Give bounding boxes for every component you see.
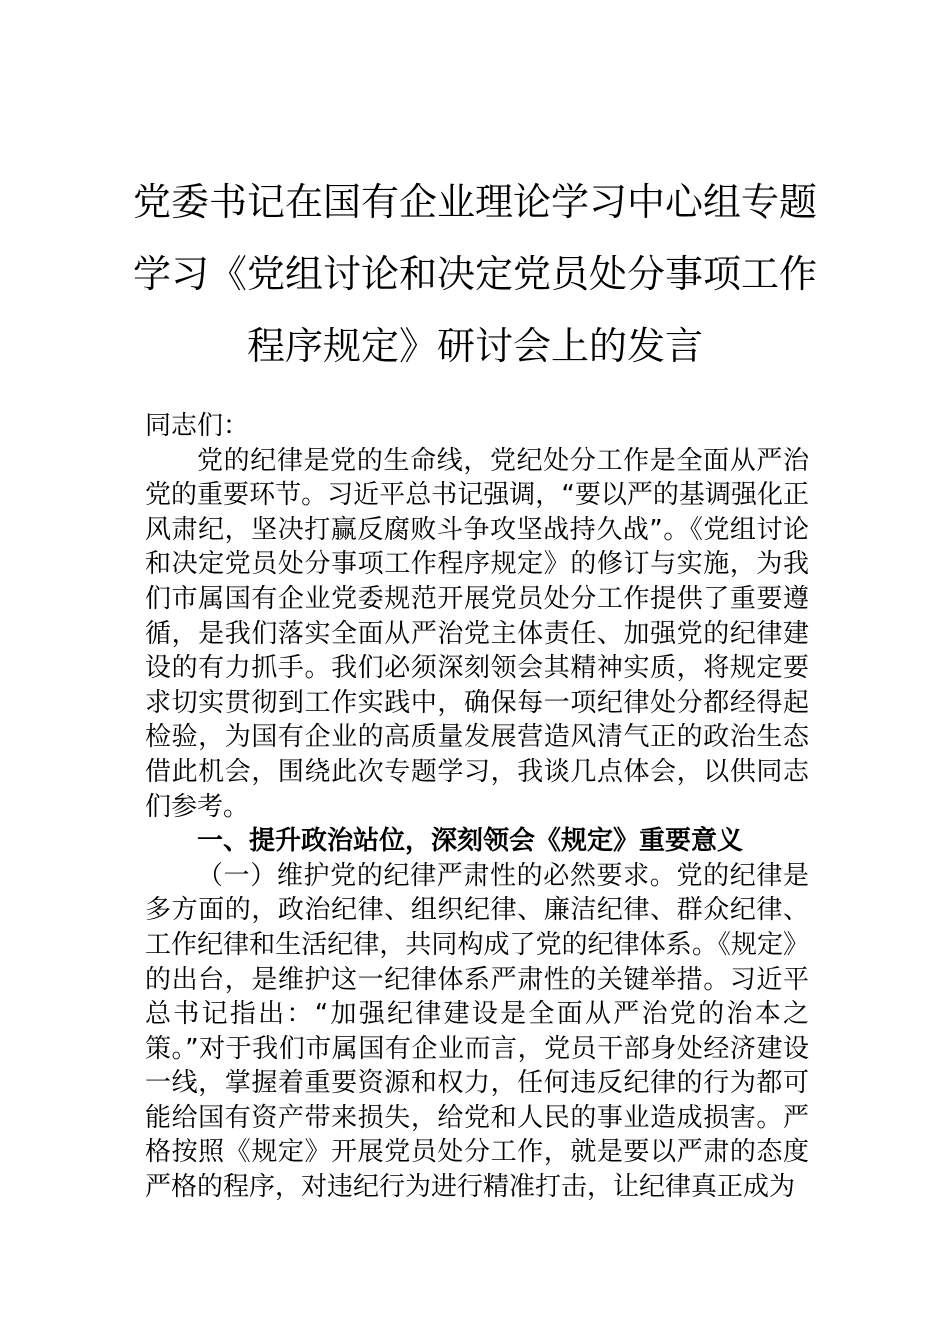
title-line-3: 程序规定》研讨会上的发言 [246, 324, 703, 368]
salutation: 同志们： [145, 411, 250, 441]
paragraph-subsection-1: （一）维护党的纪律严肃性的必然要求。党的纪律是多方面的，政治纪律、组织纪律、廉洁纪律、群众纪律、工作纪律和生活纪律，共同构成了党的纪律体系。《规定》的出台，是维护这一纪律体系严肃性的关键举措。习近平总书记指出：“加强纪律建设是全面从严治党的治本之策。”对于我们市属国有企业而言，党员干部身处经济建设一线，掌握着重要资源和权力，任何违反纪律的行为都可能给国有资产带来损失，给党和人民的事业造成损害。严格按照《规定》开展党员处分工作，就是要以严肃的态度严格的程序，对违纪行为进行精准打击，让纪律真正成为 [145, 860, 809, 1203]
section-heading-1: 一、提升政治站位，深刻领会《规定》重要意义 [197, 826, 744, 857]
title-line-1: 党委书记在国有企业理论学习中心组专题 [132, 180, 817, 224]
paragraph-intro: 党的纪律是党的生命线，党纪处分工作是全面从严治党的重要环节。习近平总书记强调，“要以严的基调强化正风肃纪，坚决打赢反腐败斗争攻坚战持久战”。《党组讨论和决定党员处分事项工作程序规定》的修订与实施，为我们市属国有企业党委规范开展党员处分工作提供了重要遵循，是我们落实全面从严治党主体责任、加强党的纪律建设的有力抓手。我们必须深刻领会其精神实质，将规定要求切实贯彻到工作实践中，确保每一项纪律处分都经得起检验，为国有企业的高质量发展营造风清气正的政治生态借此机会，围绕此次专题学习，我谈几点体会，以供同志们参考。 [145, 445, 809, 822]
document-body [145, 409, 809, 1205]
title-line-2: 学习《党组讨论和决定党员处分事项工作 [132, 252, 817, 296]
document-title [130, 166, 820, 382]
